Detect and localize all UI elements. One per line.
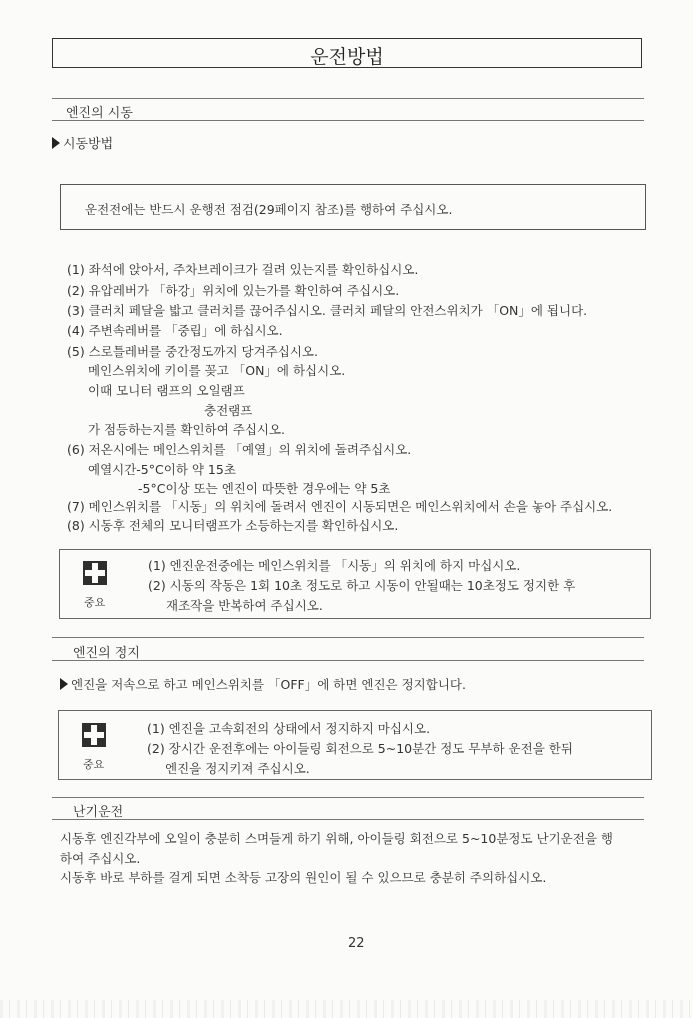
warmup-line-1: 시동후 엔진각부에 오일이 충분히 스며들게 하기 위해, 아이들링 회전으로 5~10분정도 난기운전을 행 [60, 831, 613, 846]
warning-box-stop [58, 710, 652, 780]
triangle-right-icon [52, 137, 60, 149]
step-5-sub-charge: 충전램프 [204, 403, 253, 418]
step-2: (2) 유압레버가 「하강」위치에 있는가를 확인하여 주십시오. [67, 283, 400, 298]
section-rule-top [52, 637, 644, 638]
warning-cross-icon [82, 560, 108, 586]
notice-box [60, 184, 646, 230]
step-1: (1) 좌석에 앉아서, 주차브레이크가 걸려 있는지를 확인하십시오. [67, 262, 419, 277]
warning-line-1: (1) 엔진을 고속회전의 상태에서 정지하지 마십시오. [147, 721, 431, 736]
section-heading-start: 엔진의 시동 [66, 106, 133, 121]
section-rule-top [52, 797, 644, 798]
warning-line-3: 엔진을 정지키져 주십시오. [165, 761, 310, 776]
warmup-line-2: 하여 주십시오. [60, 851, 141, 866]
warning-line-1: (1) 엔진운전중에는 메인스위치를 「시동」의 위치에 하지 마십시오. [148, 558, 521, 573]
warning-box-start [59, 549, 651, 619]
warning-cross-icon [81, 722, 107, 748]
subheading-text: 시동방법 [63, 137, 114, 152]
subheading-start-method [52, 133, 113, 152]
step-4: (4) 주변속레버를 「중립」에 하십시오. [67, 323, 283, 338]
warmup-line-3: 시동후 바로 부하를 걸게 되면 소착등 고장의 원인이 될 수 있으므로 충분히 주의하십시오. [60, 870, 547, 885]
step-5-sub-lamp: 이때 모니터 램프의 오일램프 [88, 383, 245, 398]
step-8: (8) 시동후 전체의 모니터램프가 소등하는지를 확인하십시오. [67, 518, 399, 533]
page-title-box [52, 38, 642, 68]
step-6: (6) 저온시에는 메인스위치를 「예열」의 위치에 돌려주십시오. [67, 442, 412, 457]
section-rule-bottom [52, 660, 644, 661]
step-7: (7) 메인스위치를 「시동」의 위치에 돌려서 엔진이 시동되면은 메인스위치에서 손을 놓아 주십시오. [67, 499, 613, 514]
warning-line-2: (2) 시동의 작동은 1회 10초 정도로 하고 시동이 안될때는 10초정도 정지한 후 [148, 578, 576, 593]
section-heading-stop: 엔진의 정지 [73, 646, 140, 661]
stop-instruction [60, 675, 466, 693]
step-5-sub-key: 메인스위치에 키이를 꽂고 「ON」에 하십시오. [88, 363, 346, 378]
warning-line-2: (2) 장시간 운전후에는 아이들링 회전으로 5~10분간 정도 무부하 운전을 한뒤 [147, 741, 573, 756]
notice-text: 운전전에는 반드시 운행전 점검(29페이지 참조)를 행하여 주십시오. [85, 202, 453, 217]
warning-label: 중요 [83, 758, 105, 771]
step-5: (5) 스로틀레버를 중간정도까지 당겨주십시오. [67, 344, 318, 359]
triangle-right-icon [60, 678, 68, 690]
section-heading-warmup: 난기운전 [73, 805, 124, 820]
warning-line-3: 재조작을 반복하여 주십시오. [166, 598, 323, 613]
scan-edge-decoration [0, 1000, 693, 1018]
stop-text: 엔진을 저속으로 하고 메인스위치를 「OFF」에 하면 엔진은 정지합니다. [71, 677, 466, 692]
section-rule-bottom [52, 819, 644, 820]
step-6-sub-warm: -5°C이상 또는 엔진이 따뜻한 경우에는 약 5초 [138, 481, 391, 496]
page-number: 22 [348, 936, 365, 951]
step-5-sub-check: 가 점등하는지를 확인하여 주십시오. [88, 422, 286, 437]
step-6-sub-cold: 예열시간-5°C이하 약 15초 [88, 462, 236, 477]
section-rule-top [52, 98, 644, 99]
step-3: (3) 클러치 페달을 밟고 클러치를 끊어주십시오. 클러치 페달의 안전스위치가 「ON」에 됩니다. [67, 303, 588, 318]
page-title: 운전방법 [310, 46, 384, 68]
section-rule-bottom [52, 120, 644, 121]
warning-label: 중요 [84, 596, 106, 609]
